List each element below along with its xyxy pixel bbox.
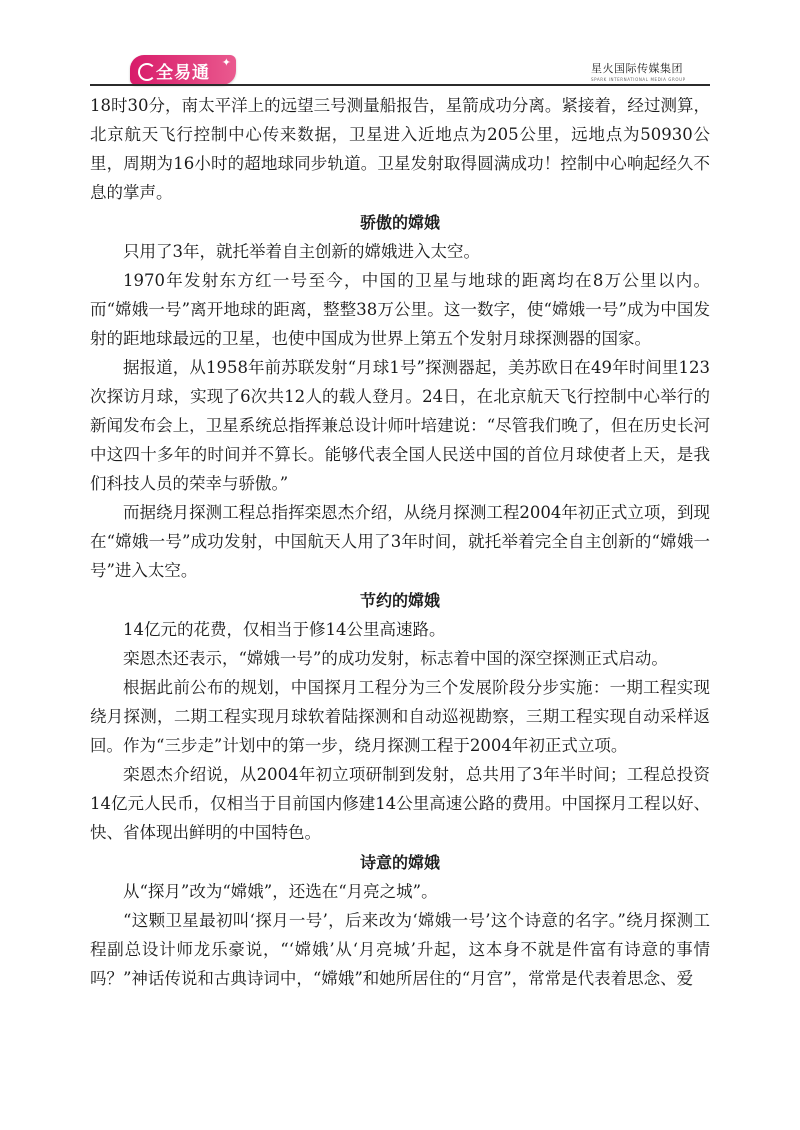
body-paragraph: 14亿元的花费，仅相当于修14公里高速路。 — [123, 620, 446, 639]
body-paragraph: 从“探月”改为“嫦娥”，还选在“月亮之城”。 — [123, 882, 438, 901]
body-paragraph: 而据绕月探测工程总指挥栾恩杰介绍，从绕月探测工程2004年初正式立项，到现在“嫦娥一号”成功发射，中国航天人用了3年时间，就托举着完全自主创新的“嫦娥一号”进入太空。 — [90, 503, 710, 580]
body-paragraph: 18时30分，南太平洋上的远望三号测量船报告，星箭成功分离。紧接着，经过测算，北京航天飞行控制中心传来数据，卫星进入近地点为205公里，远地点为50930公里，周期为16小时的超地球同步轨道。卫星发射取得圆满成功！控制中心响起经久不息的掌声。 — [90, 96, 710, 202]
page-header — [0, 0, 800, 90]
sparkle-icon: ✦ — [221, 56, 231, 69]
header-divider — [90, 84, 710, 86]
brand-logo-text: 全易通 — [156, 63, 210, 83]
swirl-icon — [138, 63, 156, 81]
article-body — [90, 91, 710, 993]
body-paragraph: 栾恩杰还表示，“嫦娥一号”的成功发射，标志着中国的深空探测正式启动。 — [123, 649, 668, 668]
section-heading: 骄傲的嫦娥 — [359, 213, 440, 232]
publisher-block — [591, 60, 711, 82]
body-paragraph: “这颗卫星最初叫‘探月一号’，后来改为‘嫦娥一号’这个诗意的名字。”绕月探测工程副总设计师龙乐豪说，“‘嫦娥’从‘月亮城’升起，这本身不就是件富有诗意的事情吗？”神话传说和古典诗词中，“嫦娥”和她所居住的“月宫”，常常是代表着思念、爱 — [90, 911, 710, 988]
section-heading: 诗意的嫦娥 — [359, 853, 440, 872]
publisher-name-english: SPARK INTERNATIONAL MEDIA GROUP — [591, 77, 686, 82]
publisher-name: 星火国际传媒集团 — [591, 62, 683, 75]
body-paragraph: 根据此前公布的规划，中国探月工程分为三个发展阶段分步实施：一期工程实现绕月探测，二期工程实现月球软着陆探测和自动巡视勘察，三期工程实现自动采样返回。作为“三步走”计划中的第一步，绕月探测工程于2004年初正式立项。 — [90, 678, 710, 755]
body-paragraph: 1970年发射东方红一号至今，中国的卫星与地球的距离均在8万公里以内。而“嫦娥一号”离开地球的距离，整整38万公里。这一数字，使“嫦娥一号”成为中国发射的距地球最远的卫星，也使中国成为世界上第五个发射月球探测器的国家。 — [90, 271, 710, 348]
body-paragraph: 据报道，从1958年前苏联发射“月球1号”探测器起，美苏欧日在49年时间里123次探访月球，实现了6次共12人的载人登月。24日，在北京航天飞行控制中心举行的新闻发布会上，卫星系统总指挥兼总设计师叶培建说：“尽管我们晚了，但在历史长河中这四十多年的时间并不算长。能够代表全国人民送中国的首位月球使者上天，是我们科技人员的荣幸与骄傲。” — [90, 358, 710, 493]
body-paragraph: 栾恩杰介绍说，从2004年初立项研制到发射，总共用了3年半时间；工程总投资14亿元人民币，仅相当于目前国内修建14公里高速公路的费用。中国探月工程以好、快、省体现出鲜明的中国特色。 — [90, 765, 710, 842]
section-heading: 节约的嫦娥 — [359, 591, 440, 610]
body-paragraph: 只用了3年，就托举着自主创新的嫦娥进入太空。 — [123, 242, 480, 261]
brand-logo — [130, 55, 236, 85]
